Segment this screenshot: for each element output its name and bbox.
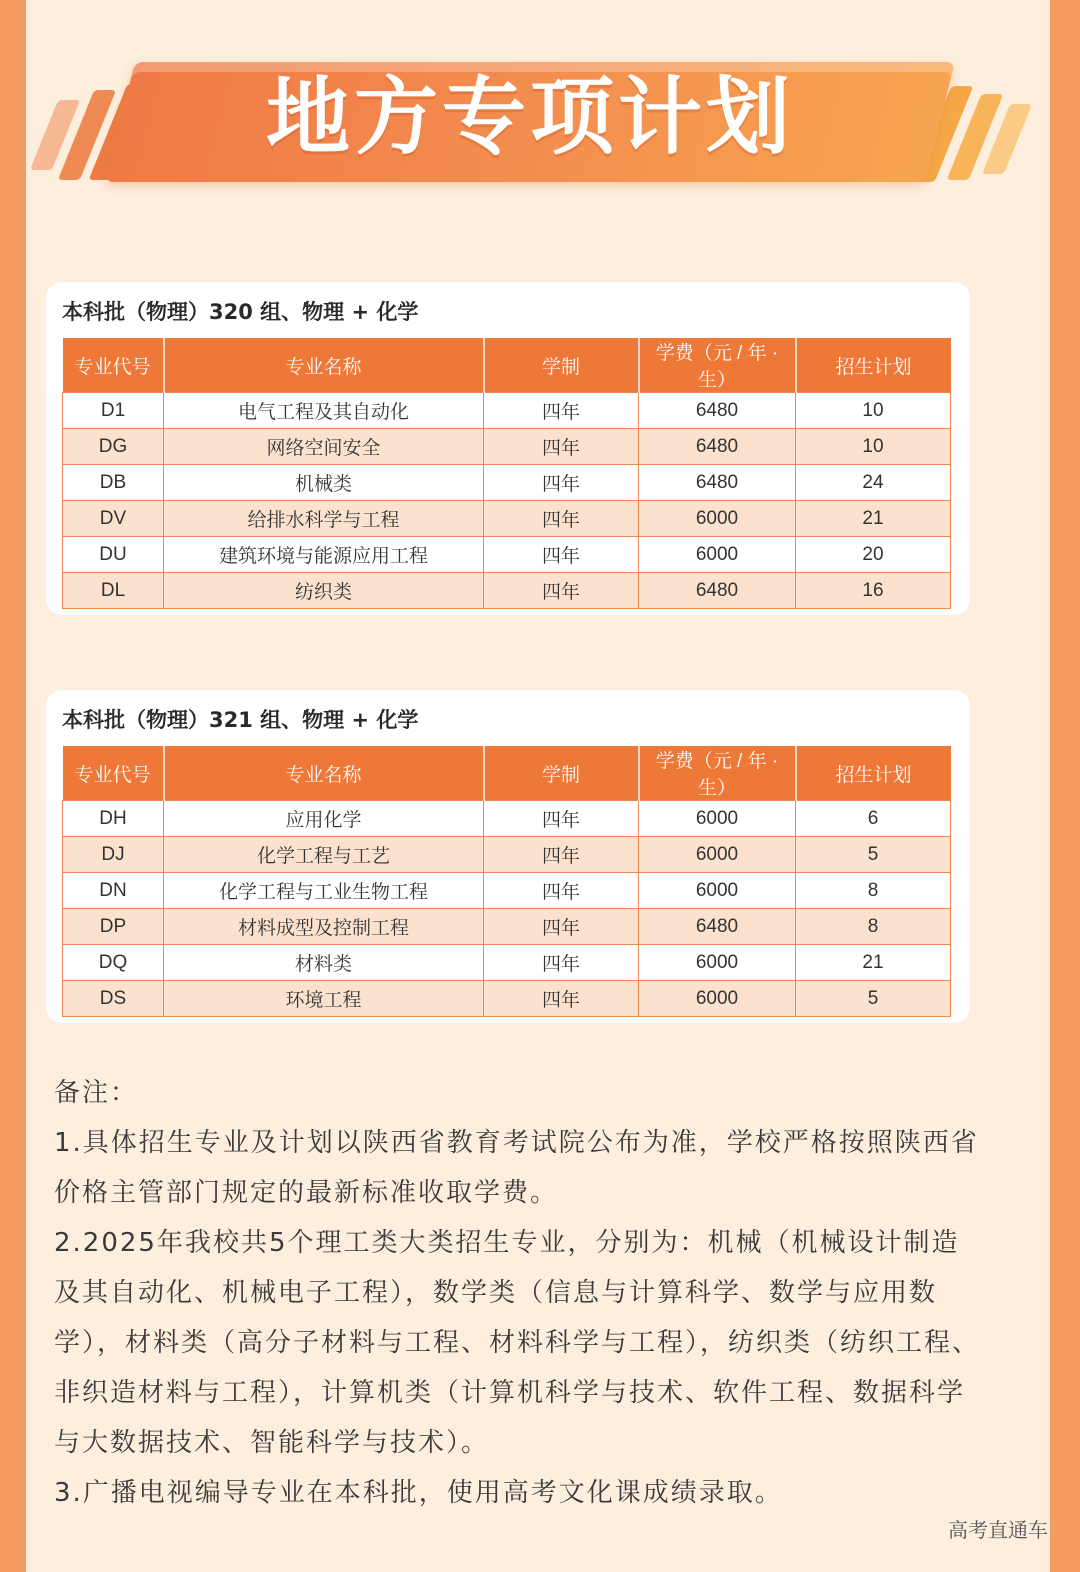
cell-duration: 四年	[484, 537, 639, 573]
cell-code: DS	[63, 981, 164, 1017]
table-header-row	[63, 338, 951, 393]
cell-major: 材料类	[164, 945, 484, 981]
cell-major: 材料成型及控制工程	[164, 909, 484, 945]
table-row	[63, 837, 951, 873]
cell-quota: 16	[796, 573, 951, 609]
header-code: 专业代号	[63, 746, 164, 801]
cell-code: DB	[63, 465, 164, 501]
cell-duration: 四年	[484, 501, 639, 537]
table-row	[63, 465, 951, 501]
cell-major: 网络空间安全	[164, 429, 484, 465]
cell-duration: 四年	[484, 909, 639, 945]
cell-major: 建筑环境与能源应用工程	[164, 537, 484, 573]
table-row	[63, 909, 951, 945]
cell-duration: 四年	[484, 801, 639, 837]
cell-tuition: 6480	[639, 465, 796, 501]
cell-quota: 21	[796, 945, 951, 981]
cell-major: 应用化学	[164, 801, 484, 837]
page-title: 地方专项计划	[265, 68, 794, 166]
cell-quota: 20	[796, 537, 951, 573]
cell-quota: 5	[796, 837, 951, 873]
plan-table-320	[62, 338, 951, 609]
cell-tuition: 6480	[639, 429, 796, 465]
cell-tuition: 6000	[639, 873, 796, 909]
cell-quota: 10	[796, 393, 951, 429]
table-row	[63, 501, 951, 537]
notes-heading: 备注：	[54, 1078, 139, 1108]
cell-quota: 6	[796, 801, 951, 837]
cell-quota: 24	[796, 465, 951, 501]
cell-duration: 四年	[484, 429, 639, 465]
header-duration: 学制	[484, 746, 639, 801]
note-item-2: 2.2025年我校共5个理工类大类招生专业，分别为：机械（机械设计制造及其自动化、机械电子工程），数学类（信息与计算科学、数学与应用数学），材料类（高分子材料与工程、材料科学与工程），纺织类（纺织工程、非织造材料与工程），计算机类（计算机科学与技术、软件工程、数据科学与大数据技术、智能科学与技术）。	[54, 1228, 981, 1458]
note-item-1: 1.具体招生专业及计划以陕西省教育考试院公布为准，学校严格按照陕西省价格主管部门规定的最新标准收取学费。	[54, 1128, 979, 1208]
cell-duration: 四年	[484, 981, 639, 1017]
table-row	[63, 945, 951, 981]
table-row	[63, 393, 951, 429]
cell-tuition: 6480	[639, 393, 796, 429]
card-caption: 本科批（物理）321 组、物理 + 化学	[62, 708, 419, 732]
cell-tuition: 6000	[639, 981, 796, 1017]
cell-tuition: 6000	[639, 945, 796, 981]
cell-quota: 8	[796, 909, 951, 945]
cell-duration: 四年	[484, 873, 639, 909]
table-row	[63, 573, 951, 609]
plan-card-321	[46, 690, 970, 1023]
cell-tuition: 6000	[639, 537, 796, 573]
notes-section	[54, 1068, 984, 1518]
header-code: 专业代号	[63, 338, 164, 393]
cell-quota: 8	[796, 873, 951, 909]
plan-table-321	[62, 746, 951, 1017]
cell-major: 机械类	[164, 465, 484, 501]
cell-code: DP	[63, 909, 164, 945]
cell-code: DG	[63, 429, 164, 465]
table-row	[63, 873, 951, 909]
cell-major: 纺织类	[164, 573, 484, 609]
cell-tuition: 6000	[639, 837, 796, 873]
cell-duration: 四年	[484, 573, 639, 609]
header-tuition: 学费（元 / 年 · 生）	[639, 746, 796, 801]
watermark: 高考直通车	[948, 1518, 1048, 1542]
cell-code: DQ	[63, 945, 164, 981]
cell-quota: 21	[796, 501, 951, 537]
cell-code: DJ	[63, 837, 164, 873]
cell-duration: 四年	[484, 945, 639, 981]
cell-quota: 5	[796, 981, 951, 1017]
table-row	[63, 537, 951, 573]
header-quota: 招生计划	[796, 338, 951, 393]
header-duration: 学制	[484, 338, 639, 393]
cell-code: DU	[63, 537, 164, 573]
cell-tuition: 6000	[639, 801, 796, 837]
cell-code: DN	[63, 873, 164, 909]
header-quota: 招生计划	[796, 746, 951, 801]
cell-quota: 10	[796, 429, 951, 465]
cell-major: 电气工程及其自动化	[164, 393, 484, 429]
note-item-3: 3.广播电视编导专业在本科批，使用高考文化课成绩录取。	[54, 1478, 783, 1508]
table-row	[63, 801, 951, 837]
cell-major: 化学工程与工业生物工程	[164, 873, 484, 909]
table-header-row	[63, 746, 951, 801]
plan-card-320	[46, 282, 970, 615]
cell-duration: 四年	[484, 465, 639, 501]
card-caption: 本科批（物理）320 组、物理 + 化学	[62, 300, 419, 324]
cell-tuition: 6480	[639, 573, 796, 609]
cell-code: DH	[63, 801, 164, 837]
cell-code: DL	[63, 573, 164, 609]
cell-major: 化学工程与工艺	[164, 837, 484, 873]
cell-duration: 四年	[484, 837, 639, 873]
cell-tuition: 6000	[639, 501, 796, 537]
header-major: 专业名称	[164, 338, 484, 393]
cell-major: 环境工程	[164, 981, 484, 1017]
cell-tuition: 6480	[639, 909, 796, 945]
cell-duration: 四年	[484, 393, 639, 429]
table-row	[63, 981, 951, 1017]
cell-code: D1	[63, 393, 164, 429]
cell-code: DV	[63, 501, 164, 537]
header-tuition: 学费（元 / 年 · 生）	[639, 338, 796, 393]
table-row	[63, 429, 951, 465]
cell-major: 给排水科学与工程	[164, 501, 484, 537]
header-major: 专业名称	[164, 746, 484, 801]
